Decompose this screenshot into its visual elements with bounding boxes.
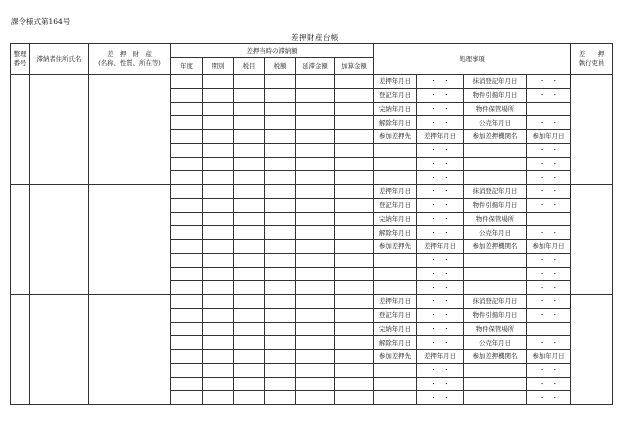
taino-amount-cell xyxy=(234,212,265,226)
taino-amount-cell xyxy=(171,143,203,157)
taino-amount-cell xyxy=(203,116,234,130)
header-taino-sha: 滞納者住所氏名 xyxy=(30,44,89,75)
taino-amount-cell xyxy=(335,157,374,171)
taino-amount-cell xyxy=(203,185,234,199)
entry-taino-sha-cell xyxy=(30,75,89,185)
taino-amount-cell xyxy=(171,116,203,130)
shori-jiko-cell: ・ ・ xyxy=(417,75,464,89)
taino-amount-cell xyxy=(171,377,203,391)
shori-jiko-cell xyxy=(527,212,571,226)
taino-amount-cell xyxy=(234,75,265,89)
shori-jiko-cell: ・ ・ xyxy=(527,377,571,391)
taino-amount-cell xyxy=(265,226,296,240)
taino-amount-cell xyxy=(234,198,265,212)
header-entaikin: 延滞金額 xyxy=(296,58,335,75)
taino-amount-cell xyxy=(203,198,234,212)
shori-jiko-cell xyxy=(374,267,417,281)
taino-amount-cell xyxy=(203,75,234,89)
taino-amount-cell xyxy=(203,240,234,254)
taino-amount-cell xyxy=(234,116,265,130)
taino-amount-cell xyxy=(234,281,265,295)
shori-jiko-cell: 参加差押機関名 xyxy=(464,350,527,364)
taino-amount-cell xyxy=(171,171,203,185)
taino-amount-cell xyxy=(234,171,265,185)
taino-amount-cell xyxy=(203,267,234,281)
taino-amount-cell xyxy=(234,143,265,157)
entry-shikko-ri-cell xyxy=(571,75,613,185)
shori-jiko-cell: 差押年月日 xyxy=(417,130,464,144)
header-seiri-bango-line2: 番号 xyxy=(13,59,27,67)
taino-amount-cell xyxy=(296,171,335,185)
shori-jiko-cell: 抹消登記年月日 xyxy=(464,75,527,89)
taino-amount-cell xyxy=(296,336,335,350)
entry-zaisan-cell xyxy=(89,295,171,405)
shori-jiko-cell: ・ ・ xyxy=(417,198,464,212)
taino-amount-cell xyxy=(265,240,296,254)
header-shori-jiko: 処理事項 xyxy=(374,44,571,75)
shori-jiko-cell xyxy=(464,281,527,295)
taino-amount-cell xyxy=(234,157,265,171)
form-number: 課令様式第164号 xyxy=(11,17,71,26)
taino-amount-cell xyxy=(234,322,265,336)
taino-amount-cell xyxy=(335,377,374,391)
taino-amount-cell xyxy=(171,350,203,364)
shori-jiko-cell xyxy=(527,322,571,336)
taino-amount-cell xyxy=(335,281,374,295)
shori-jiko-cell: 完納年月日 xyxy=(374,102,417,116)
taino-amount-cell xyxy=(335,171,374,185)
header-zeimoku: 税目 xyxy=(234,58,265,75)
shori-jiko-cell: 公売年月日 xyxy=(464,226,527,240)
shori-jiko-cell: 参加差押機関名 xyxy=(464,130,527,144)
shori-jiko-cell: ・ ・ xyxy=(527,157,571,171)
ledger-title: 差押財産台帳 xyxy=(291,33,339,42)
shori-jiko-cell: ・ ・ xyxy=(417,88,464,102)
shori-jiko-cell: ・ ・ xyxy=(417,308,464,322)
shori-jiko-cell xyxy=(464,391,527,405)
taino-amount-cell xyxy=(296,295,335,309)
shori-jiko-cell xyxy=(374,171,417,185)
shori-jiko-cell: ・ ・ xyxy=(527,75,571,89)
shori-jiko-cell: 登記年月日 xyxy=(374,198,417,212)
taino-amount-cell xyxy=(335,75,374,89)
taino-amount-cell xyxy=(335,198,374,212)
entry-zaisan-cell xyxy=(89,75,171,185)
taino-amount-cell xyxy=(234,185,265,199)
header-sashiosae-zaisan-line2: (名称、性質、所在等) xyxy=(98,59,161,67)
header-shikko-ri-line2: 執行吏員 xyxy=(578,59,605,67)
shori-jiko-cell: ・ ・ xyxy=(527,253,571,267)
entry-taino-sha-cell xyxy=(30,185,89,295)
taino-amount-cell xyxy=(296,377,335,391)
taino-amount-cell xyxy=(265,308,296,322)
taino-amount-cell xyxy=(171,226,203,240)
taino-amount-cell xyxy=(296,281,335,295)
taino-amount-cell xyxy=(296,130,335,144)
shori-jiko-cell: ・ ・ xyxy=(527,198,571,212)
taino-amount-cell xyxy=(335,88,374,102)
taino-amount-cell xyxy=(171,322,203,336)
header-seiri-bango-line1: 整理 xyxy=(13,50,27,58)
taino-amount-cell xyxy=(265,157,296,171)
shori-jiko-cell: ・ ・ xyxy=(527,336,571,350)
taino-amount-cell xyxy=(171,391,203,405)
taino-amount-cell xyxy=(265,116,296,130)
ledger-row xyxy=(11,75,613,89)
taino-amount-cell xyxy=(171,88,203,102)
taino-amount-cell xyxy=(234,308,265,322)
taino-amount-cell xyxy=(265,336,296,350)
shori-jiko-cell xyxy=(464,377,527,391)
shori-jiko-cell xyxy=(464,143,527,157)
shori-jiko-cell: ・ ・ xyxy=(417,157,464,171)
taino-amount-cell xyxy=(335,295,374,309)
shori-jiko-cell: 差押年月日 xyxy=(374,185,417,199)
shori-jiko-cell: 参加年月日 xyxy=(527,240,571,254)
ledger-row xyxy=(11,185,613,199)
header-nendo: 年度 xyxy=(171,58,203,75)
taino-amount-cell xyxy=(203,391,234,405)
shori-jiko-cell: 参加年月日 xyxy=(527,130,571,144)
taino-amount-cell xyxy=(265,185,296,199)
taino-amount-cell xyxy=(335,143,374,157)
shori-jiko-cell: ・ ・ xyxy=(417,322,464,336)
taino-amount-cell xyxy=(265,377,296,391)
shori-jiko-cell: ・ ・ xyxy=(417,143,464,157)
taino-amount-cell xyxy=(335,130,374,144)
shori-jiko-cell xyxy=(464,363,527,377)
taino-amount-cell xyxy=(335,391,374,405)
shori-jiko-cell: ・ ・ xyxy=(417,253,464,267)
taino-amount-cell xyxy=(171,240,203,254)
shori-jiko-cell: 物件引揚年月日 xyxy=(464,308,527,322)
shori-jiko-cell: ・ ・ xyxy=(527,308,571,322)
taino-amount-cell xyxy=(234,253,265,267)
taino-amount-cell xyxy=(234,240,265,254)
shori-jiko-cell: ・ ・ xyxy=(417,185,464,199)
taino-amount-cell xyxy=(265,253,296,267)
taino-amount-cell xyxy=(234,350,265,364)
shori-jiko-cell: ・ ・ xyxy=(417,391,464,405)
taino-amount-cell xyxy=(335,185,374,199)
taino-amount-cell xyxy=(265,295,296,309)
taino-amount-cell xyxy=(203,336,234,350)
taino-amount-cell xyxy=(296,322,335,336)
shori-jiko-cell: ・ ・ xyxy=(417,102,464,116)
taino-amount-cell xyxy=(335,267,374,281)
taino-amount-cell xyxy=(296,75,335,89)
taino-amount-cell xyxy=(203,377,234,391)
shori-jiko-cell: 抹消登記年月日 xyxy=(464,185,527,199)
shori-jiko-cell: 参加年月日 xyxy=(527,350,571,364)
taino-amount-cell xyxy=(171,185,203,199)
taino-amount-cell xyxy=(265,267,296,281)
entry-seiri-bango-cell xyxy=(11,185,30,295)
taino-amount-cell xyxy=(203,253,234,267)
entry-taino-sha-cell xyxy=(30,295,89,405)
entry-seiri-bango-cell xyxy=(11,75,30,185)
taino-amount-cell xyxy=(234,336,265,350)
shori-jiko-cell: 物件保管場所 xyxy=(464,102,527,116)
shori-jiko-cell: ・ ・ xyxy=(417,336,464,350)
shori-jiko-cell: ・ ・ xyxy=(417,295,464,309)
taino-amount-cell xyxy=(265,102,296,116)
shori-jiko-cell xyxy=(374,281,417,295)
header-sashiosae-zaisan-line1: 差 押 財 産 xyxy=(107,50,152,58)
taino-amount-cell xyxy=(171,281,203,295)
taino-amount-cell xyxy=(296,185,335,199)
shori-jiko-cell: 差押年月日 xyxy=(417,240,464,254)
entry-shikko-ri-cell xyxy=(571,295,613,405)
shori-jiko-cell: ・ ・ xyxy=(527,363,571,377)
ledger-row xyxy=(11,295,613,309)
header-sashiosae-zaisan xyxy=(89,44,171,75)
taino-amount-cell xyxy=(203,322,234,336)
taino-amount-cell xyxy=(234,226,265,240)
taino-amount-cell xyxy=(203,102,234,116)
taino-amount-cell xyxy=(335,116,374,130)
taino-amount-cell xyxy=(203,295,234,309)
shori-jiko-cell: 抹消登記年月日 xyxy=(464,295,527,309)
taino-amount-cell xyxy=(296,88,335,102)
shori-jiko-cell: 解除年月日 xyxy=(374,226,417,240)
taino-amount-cell xyxy=(203,157,234,171)
taino-amount-cell xyxy=(234,267,265,281)
taino-amount-cell xyxy=(265,130,296,144)
taino-amount-cell xyxy=(296,157,335,171)
taino-amount-cell xyxy=(203,143,234,157)
shori-jiko-cell: 完納年月日 xyxy=(374,212,417,226)
taino-amount-cell xyxy=(171,75,203,89)
taino-amount-cell xyxy=(171,363,203,377)
shori-jiko-cell xyxy=(464,253,527,267)
taino-amount-cell xyxy=(265,322,296,336)
shori-jiko-cell: 差押年月日 xyxy=(374,295,417,309)
taino-amount-cell xyxy=(335,212,374,226)
taino-amount-cell xyxy=(234,130,265,144)
shori-jiko-cell xyxy=(374,157,417,171)
shori-jiko-cell: ・ ・ xyxy=(417,171,464,185)
shori-jiko-cell xyxy=(374,363,417,377)
shori-jiko-cell: 登記年月日 xyxy=(374,88,417,102)
taino-amount-cell xyxy=(296,308,335,322)
shori-jiko-cell: 解除年月日 xyxy=(374,116,417,130)
taino-amount-cell xyxy=(234,377,265,391)
taino-amount-cell xyxy=(171,157,203,171)
shori-jiko-cell: ・ ・ xyxy=(417,212,464,226)
taino-amount-cell xyxy=(203,212,234,226)
shori-jiko-cell: 公売年月日 xyxy=(464,336,527,350)
taino-amount-cell xyxy=(171,267,203,281)
taino-amount-cell xyxy=(203,171,234,185)
taino-amount-cell xyxy=(296,253,335,267)
taino-amount-cell xyxy=(335,363,374,377)
shori-jiko-cell: 参加差押先 xyxy=(374,130,417,144)
taino-amount-cell xyxy=(203,130,234,144)
taino-amount-cell xyxy=(296,226,335,240)
taino-amount-cell xyxy=(335,226,374,240)
header-kibetsu: 期別 xyxy=(203,58,234,75)
shori-jiko-cell: ・ ・ xyxy=(527,391,571,405)
taino-amount-cell xyxy=(171,212,203,226)
shori-jiko-cell: ・ ・ xyxy=(527,116,571,130)
shori-jiko-cell: ・ ・ xyxy=(527,281,571,295)
shori-jiko-cell xyxy=(527,102,571,116)
shori-jiko-cell: ・ ・ xyxy=(417,281,464,295)
shori-jiko-cell: ・ ・ xyxy=(417,377,464,391)
taino-amount-cell xyxy=(171,130,203,144)
taino-amount-cell xyxy=(265,391,296,405)
shori-jiko-cell: ・ ・ xyxy=(417,116,464,130)
taino-amount-cell xyxy=(265,143,296,157)
shori-jiko-cell: ・ ・ xyxy=(527,185,571,199)
ledger-table xyxy=(10,43,613,405)
taino-amount-cell xyxy=(234,88,265,102)
shori-jiko-cell: ・ ・ xyxy=(527,171,571,185)
shori-jiko-cell xyxy=(374,143,417,157)
taino-amount-cell xyxy=(171,295,203,309)
taino-amount-cell xyxy=(203,281,234,295)
shori-jiko-cell: ・ ・ xyxy=(527,267,571,281)
taino-amount-cell xyxy=(171,336,203,350)
taino-amount-cell xyxy=(265,171,296,185)
taino-amount-cell xyxy=(296,363,335,377)
shori-jiko-cell: ・ ・ xyxy=(527,226,571,240)
shori-jiko-cell: ・ ・ xyxy=(417,226,464,240)
taino-amount-cell xyxy=(171,198,203,212)
shori-jiko-cell: 物件保管場所 xyxy=(464,212,527,226)
taino-amount-cell xyxy=(265,198,296,212)
shori-jiko-cell: 公売年月日 xyxy=(464,116,527,130)
taino-amount-cell xyxy=(203,350,234,364)
shori-jiko-cell xyxy=(464,171,527,185)
entry-shikko-ri-cell xyxy=(571,185,613,295)
shori-jiko-cell: 物件引揚年月日 xyxy=(464,198,527,212)
shori-jiko-cell: ・ ・ xyxy=(527,88,571,102)
taino-amount-cell xyxy=(296,102,335,116)
shori-jiko-cell xyxy=(464,267,527,281)
taino-amount-cell xyxy=(335,336,374,350)
header-zeigaku: 税額 xyxy=(265,58,296,75)
shori-jiko-cell xyxy=(374,377,417,391)
taino-amount-cell xyxy=(203,308,234,322)
shori-jiko-cell: 物件引揚年月日 xyxy=(464,88,527,102)
taino-amount-cell xyxy=(296,143,335,157)
header-seiri-bango xyxy=(11,44,30,75)
taino-amount-cell xyxy=(335,240,374,254)
taino-amount-cell xyxy=(265,75,296,89)
shori-jiko-cell: 差押年月日 xyxy=(417,350,464,364)
shori-jiko-cell xyxy=(374,391,417,405)
header-shikko-ri xyxy=(571,44,613,75)
taino-amount-cell xyxy=(234,295,265,309)
ledger-body xyxy=(11,75,613,405)
taino-amount-cell xyxy=(203,363,234,377)
taino-amount-cell xyxy=(335,102,374,116)
shori-jiko-cell: 参加差押先 xyxy=(374,350,417,364)
taino-amount-cell xyxy=(296,198,335,212)
shori-jiko-cell: 参加差押先 xyxy=(374,240,417,254)
shori-jiko-cell: ・ ・ xyxy=(417,267,464,281)
entry-zaisan-cell xyxy=(89,185,171,295)
shori-jiko-cell xyxy=(464,157,527,171)
taino-amount-cell xyxy=(203,88,234,102)
taino-amount-cell xyxy=(335,308,374,322)
shori-jiko-cell xyxy=(374,253,417,267)
taino-amount-cell xyxy=(265,350,296,364)
taino-amount-cell xyxy=(265,281,296,295)
shori-jiko-cell: 物件保管場所 xyxy=(464,322,527,336)
header-taino-gaku-group: 差押当時の滞納額 xyxy=(171,44,374,58)
taino-amount-cell xyxy=(171,308,203,322)
taino-amount-cell xyxy=(335,253,374,267)
shori-jiko-cell: 完納年月日 xyxy=(374,322,417,336)
taino-amount-cell xyxy=(335,322,374,336)
taino-amount-cell xyxy=(234,102,265,116)
header-shikko-ri-line1: 差 押 xyxy=(578,50,605,58)
taino-amount-cell xyxy=(335,350,374,364)
shori-jiko-cell: 解除年月日 xyxy=(374,336,417,350)
taino-amount-cell xyxy=(171,253,203,267)
shori-jiko-cell: 差押年月日 xyxy=(374,75,417,89)
taino-amount-cell xyxy=(296,391,335,405)
taino-amount-cell xyxy=(296,212,335,226)
taino-amount-cell xyxy=(234,391,265,405)
shori-jiko-cell: 参加差押機関名 xyxy=(464,240,527,254)
shori-jiko-cell: ・ ・ xyxy=(527,143,571,157)
taino-amount-cell xyxy=(296,116,335,130)
taino-amount-cell xyxy=(296,267,335,281)
taino-amount-cell xyxy=(265,363,296,377)
taino-amount-cell xyxy=(171,102,203,116)
entry-seiri-bango-cell xyxy=(11,295,30,405)
taino-amount-cell xyxy=(296,350,335,364)
taino-amount-cell xyxy=(203,226,234,240)
header-kasankin: 加算金額 xyxy=(335,58,374,75)
taino-amount-cell xyxy=(265,212,296,226)
taino-amount-cell xyxy=(265,88,296,102)
taino-amount-cell xyxy=(296,240,335,254)
shori-jiko-cell: ・ ・ xyxy=(417,363,464,377)
shori-jiko-cell: 登記年月日 xyxy=(374,308,417,322)
taino-amount-cell xyxy=(234,363,265,377)
shori-jiko-cell: ・ ・ xyxy=(527,295,571,309)
